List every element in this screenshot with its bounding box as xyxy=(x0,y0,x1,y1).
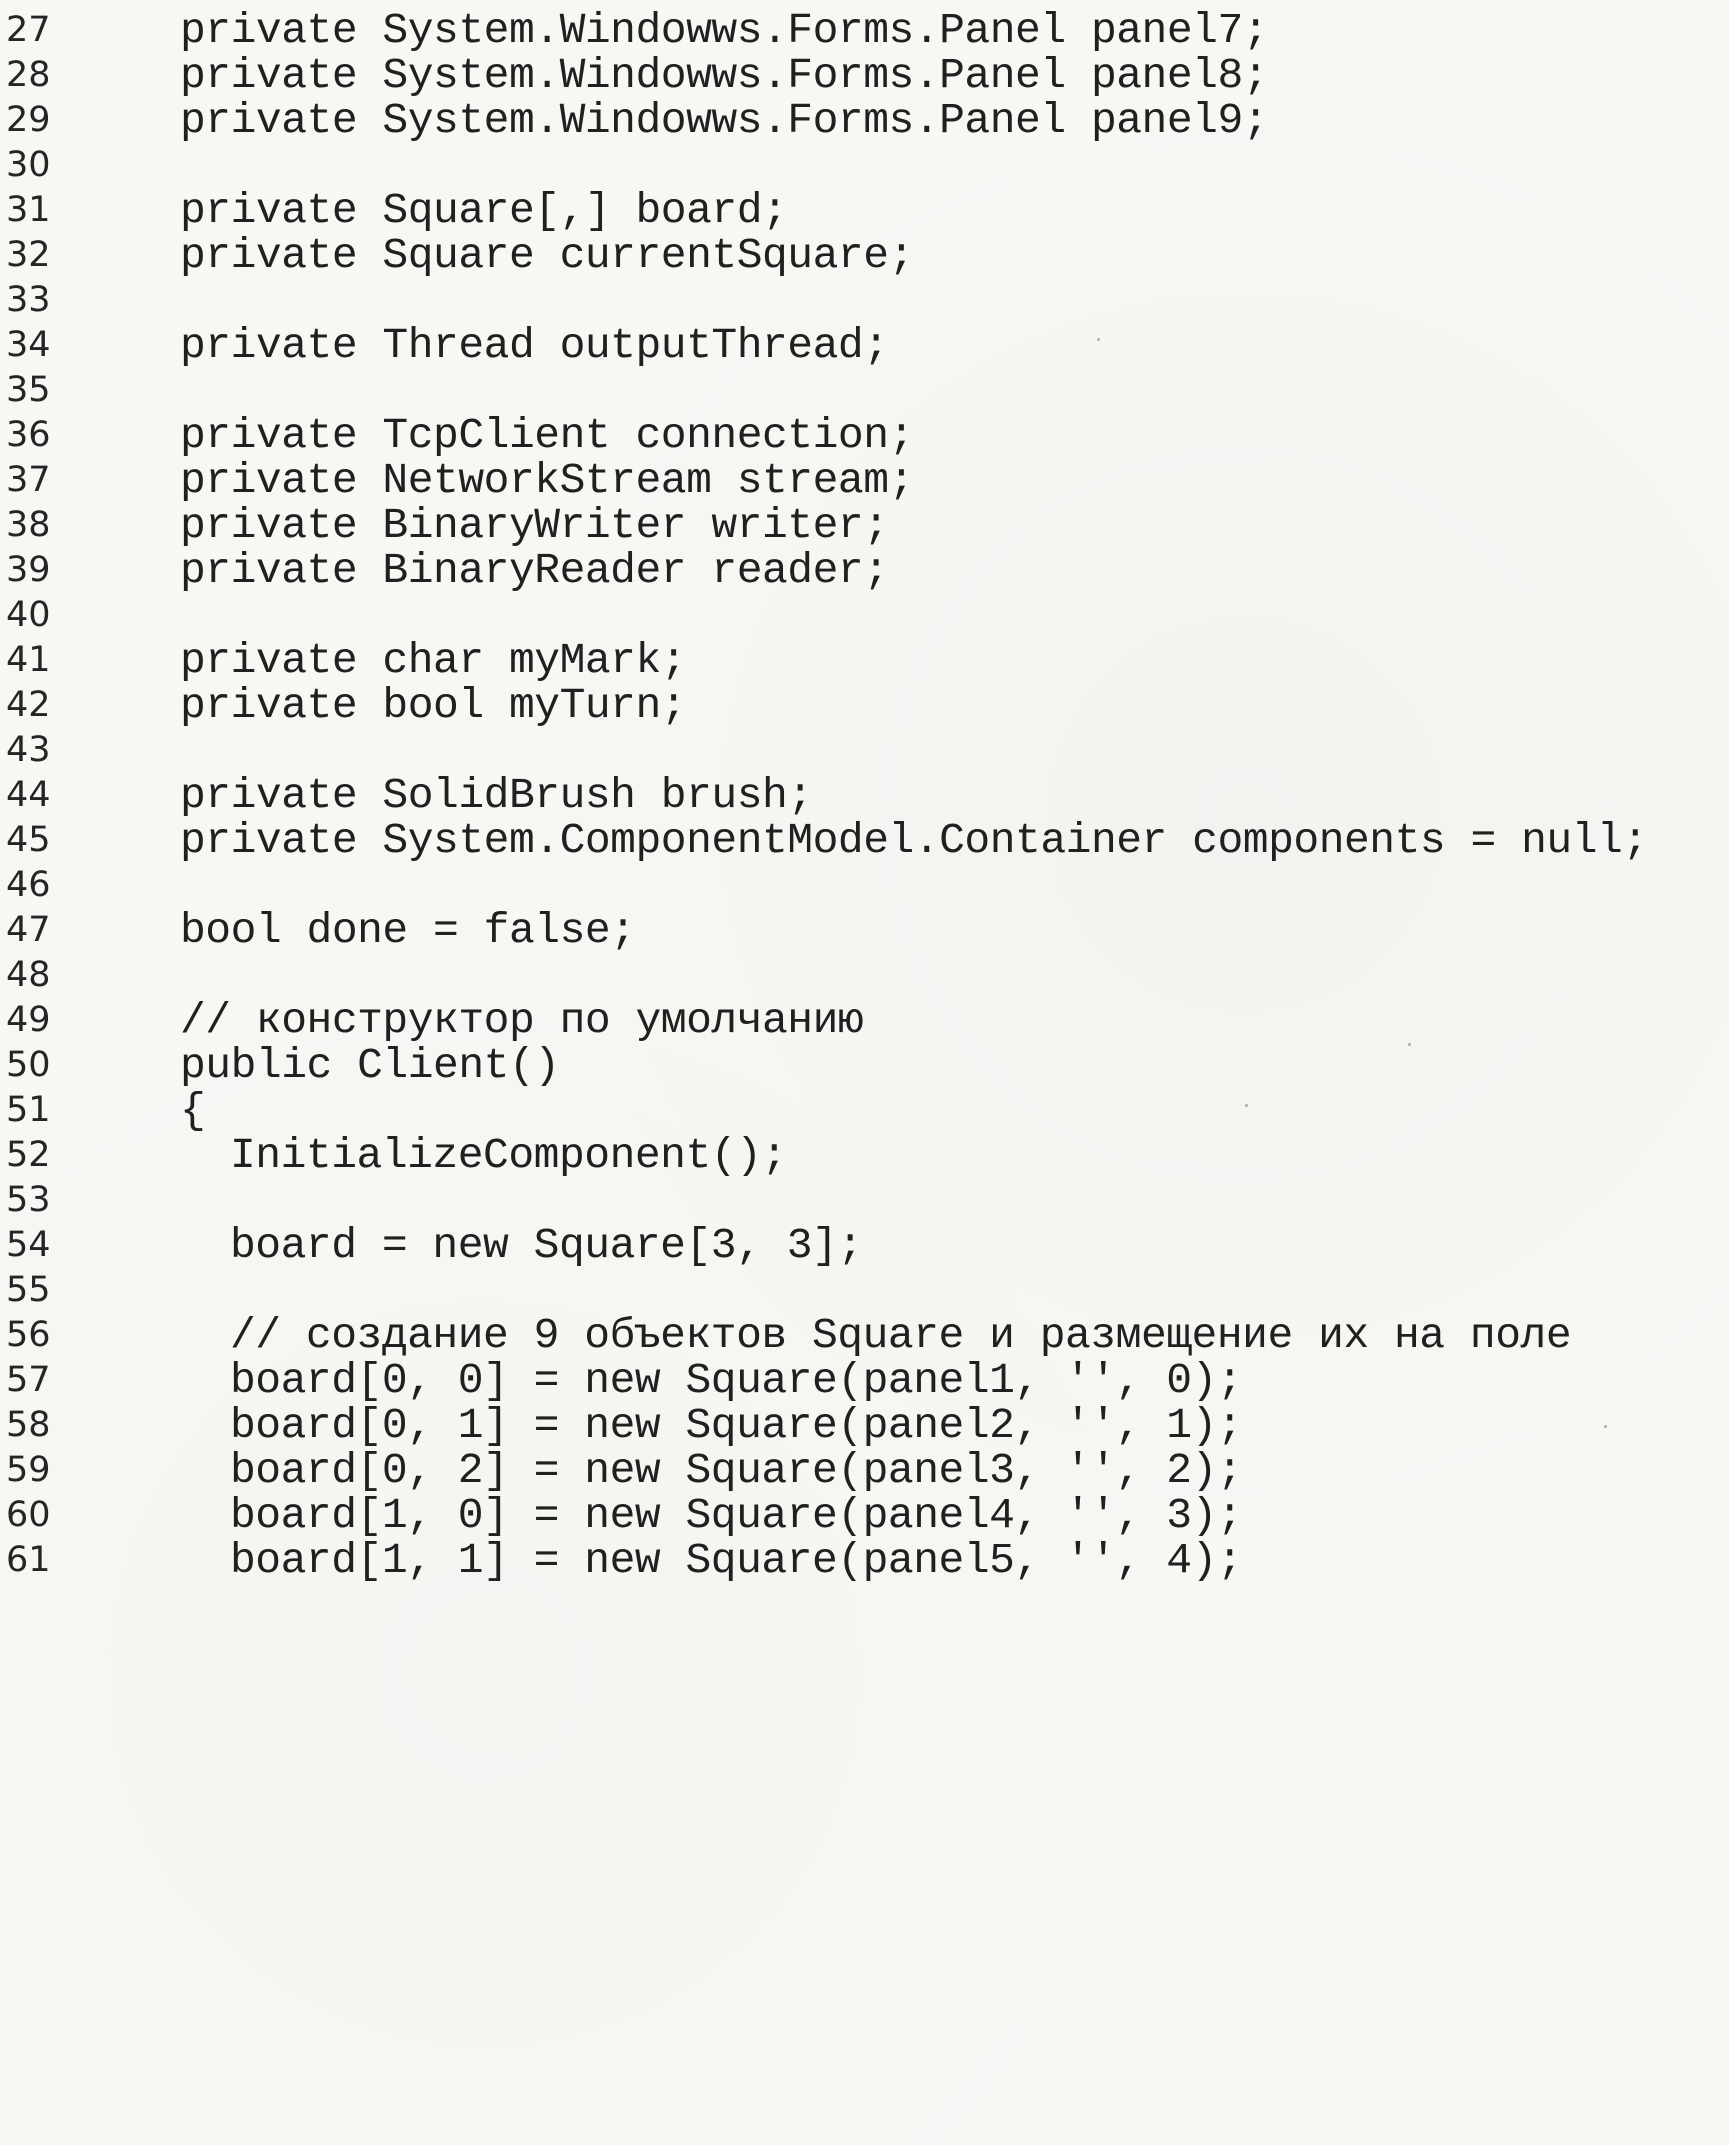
scan-speck xyxy=(1604,1425,1607,1428)
line-number: 31 xyxy=(6,190,51,230)
line-number: 61 xyxy=(6,1540,51,1580)
line-number: 43 xyxy=(6,730,51,770)
line-number: 37 xyxy=(6,460,51,500)
code-text: board[0, 2] = new Square(panel3, '', 2); xyxy=(230,1446,1243,1495)
code-text: private char myMark; xyxy=(180,636,687,685)
code-text: // конструктор по умолчанию xyxy=(180,996,864,1045)
code-text: private Square currentSquare; xyxy=(180,231,914,280)
code-text: board[1, 0] = new Square(panel4, '', 3); xyxy=(230,1491,1243,1540)
line-number: 29 xyxy=(6,100,51,140)
line-number: 60 xyxy=(6,1495,51,1535)
line-number: 58 xyxy=(6,1405,51,1445)
scan-speck xyxy=(1097,338,1100,341)
line-number: 35 xyxy=(6,370,51,410)
line-number: 59 xyxy=(6,1450,51,1490)
line-number: 53 xyxy=(6,1180,51,1220)
line-number: 41 xyxy=(6,640,51,680)
line-number: 52 xyxy=(6,1135,51,1175)
code-line-61 xyxy=(0,1530,1729,1591)
code-text: board[0, 1] = new Square(panel2, '', 1); xyxy=(230,1401,1243,1450)
code-text: private NetworkStream stream; xyxy=(180,456,914,505)
code-text: // создание 9 объектов Square и размещение их на поле xyxy=(230,1311,1572,1360)
line-number: 46 xyxy=(6,865,51,905)
scan-speck xyxy=(1408,1043,1411,1046)
line-number: 42 xyxy=(6,685,51,725)
code-text: board[0, 0] = new Square(panel1, '', 0); xyxy=(230,1356,1243,1405)
code-text: private bool myTurn; xyxy=(180,681,687,730)
code-text: board[1, 1] = new Square(panel5, '', 4); xyxy=(230,1536,1243,1585)
line-number: 48 xyxy=(6,955,51,995)
line-number: 30 xyxy=(6,145,51,185)
line-number: 51 xyxy=(6,1090,51,1130)
line-number: 49 xyxy=(6,1000,51,1040)
code-text: private System.Windowws.Forms.Panel panel7; xyxy=(180,6,1269,55)
line-number: 55 xyxy=(6,1270,51,1310)
code-text: private System.ComponentModel.Container components = null; xyxy=(180,816,1648,865)
code-text: { xyxy=(180,1086,206,1135)
code-text: private Square[,] board; xyxy=(180,186,788,235)
line-number: 50 xyxy=(6,1045,51,1085)
line-number: 27 xyxy=(6,10,51,50)
line-number: 36 xyxy=(6,415,51,455)
code-text: private BinaryWriter writer; xyxy=(180,501,889,550)
line-number: 44 xyxy=(6,775,51,815)
code-text: public Client() xyxy=(180,1041,560,1090)
line-number: 39 xyxy=(6,550,51,590)
line-number: 38 xyxy=(6,505,51,545)
code-text: private System.Windowws.Forms.Panel panel8; xyxy=(180,51,1269,100)
code-text: InitializeComponent(); xyxy=(230,1131,787,1180)
code-text: private Thread outputThread; xyxy=(180,321,889,370)
line-number: 47 xyxy=(6,910,51,950)
line-number: 28 xyxy=(6,55,51,95)
line-number: 54 xyxy=(6,1225,51,1265)
code-text: private SolidBrush brush; xyxy=(180,771,813,820)
line-number: 34 xyxy=(6,325,51,365)
line-number: 56 xyxy=(6,1315,51,1355)
code-text: bool done = false; xyxy=(180,906,636,955)
code-text: private System.Windowws.Forms.Panel panel9; xyxy=(180,96,1269,145)
scan-speck xyxy=(1245,1104,1248,1107)
line-number: 32 xyxy=(6,235,51,275)
line-number: 33 xyxy=(6,280,51,320)
line-number: 45 xyxy=(6,820,51,860)
code-text: private TcpClient connection; xyxy=(180,411,914,460)
code-text: private BinaryReader reader; xyxy=(180,546,889,595)
code-text: board = new Square[3, 3]; xyxy=(230,1221,863,1270)
line-number: 57 xyxy=(6,1360,51,1400)
line-number: 40 xyxy=(6,595,51,635)
